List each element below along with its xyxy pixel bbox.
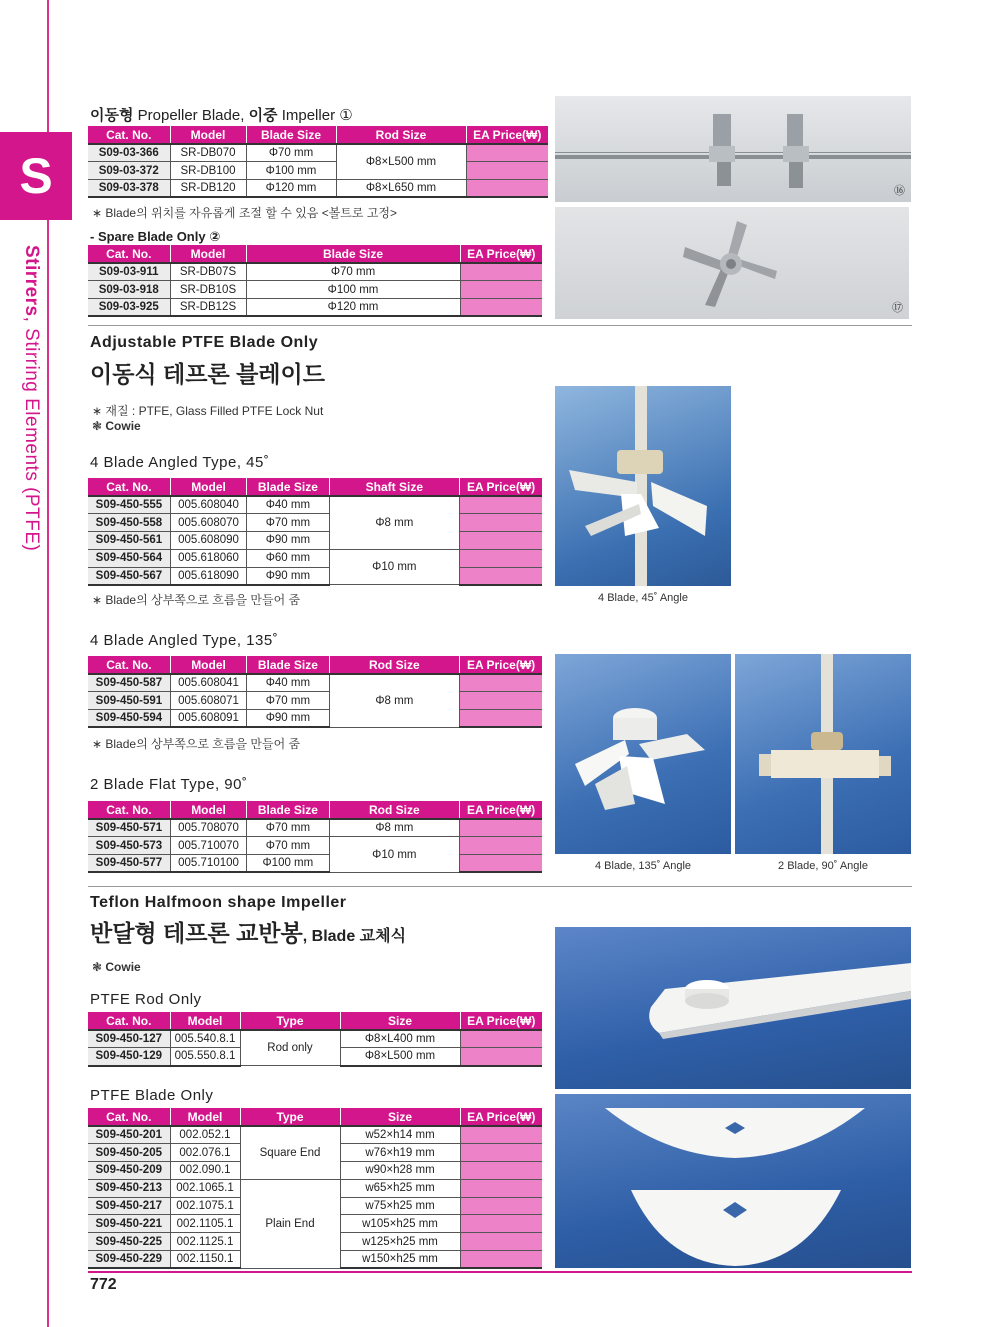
brand-note: ❃ Cowie [92, 419, 141, 433]
price-cell [460, 837, 542, 855]
column-header: Cat. No. [88, 126, 170, 144]
column-header: Model [170, 1108, 240, 1126]
price-cell [460, 281, 542, 299]
table-cell: Φ90 mm [247, 532, 329, 550]
table-cell: S09-03-918 [88, 281, 170, 299]
table-cell: Φ100 mm [246, 162, 336, 180]
column-header: Model [170, 478, 246, 496]
table-cell: 002.1105.1 [170, 1215, 240, 1233]
footer-rule [88, 1271, 912, 1273]
vertical-category-label [14, 245, 54, 585]
table-cell: Φ40 mm [247, 496, 329, 514]
table-cell: 005.608071 [170, 692, 246, 710]
column-header: Model [170, 126, 246, 144]
caption-90: 2 Blade, 90˚ Angle [778, 860, 868, 872]
adjustable-ptfe-title: Adjustable PTFE Blade Only [90, 334, 319, 351]
column-header: Rod Size [329, 656, 460, 674]
table-cell: Φ90 mm [247, 710, 329, 728]
table-cell: S09-450-558 [88, 514, 170, 532]
blade-135-photo [555, 654, 731, 854]
column-header: Rod Size [336, 126, 466, 144]
price-cell [460, 567, 542, 585]
type-45-title: 4 Blade Angled Type, 45˚ [90, 454, 270, 471]
flow-note-135: ∗ Blade의 상부쪽으로 흐름을 만들어 줌 [92, 737, 301, 751]
table-cell: Square End [240, 1126, 340, 1179]
header-row [88, 656, 542, 674]
table-row [88, 532, 542, 550]
table-cell: 005.608070 [170, 514, 246, 532]
table-cell: 002.1075.1 [170, 1197, 240, 1215]
table-cell: S09-450-205 [88, 1144, 170, 1162]
table-cell: SR-DB100 [170, 162, 246, 180]
table-cell: Φ100 mm [246, 281, 460, 299]
table-cell: S09-450-229 [88, 1251, 170, 1269]
column-header: Type [240, 1108, 340, 1126]
category-rest: , Stirring Elements (PTFE) [21, 316, 42, 552]
table-cell: 002.090.1 [170, 1162, 240, 1180]
price-cell [460, 1233, 542, 1251]
column-header: Cat. No. [88, 1012, 170, 1030]
table-cell: 002.052.1 [170, 1126, 240, 1144]
column-header: EA Price(₩) [460, 1012, 542, 1030]
table-cell: 002.076.1 [170, 1144, 240, 1162]
flow-note-45: ∗ Blade의 상부쪽으로 흐름을 만들어 줌 [92, 593, 301, 607]
adjustable-ptfe-title-ko: 이동식 테프론 블레이드 [90, 361, 325, 387]
price-cell [460, 1126, 542, 1144]
column-header: Cat. No. [88, 245, 170, 263]
ptfe-rod-photo [555, 927, 911, 1089]
table-cell: S09-450-567 [88, 567, 170, 585]
price-cell [460, 1030, 542, 1048]
column-header: Blade Size [247, 656, 329, 674]
price-cell [466, 144, 548, 162]
column-header: Cat. No. [88, 656, 170, 674]
halfmoon-title-ko: 반달형 테프론 교반봉, Blade 교체식 [90, 920, 407, 946]
column-header: Model [170, 801, 246, 819]
table-row [88, 1126, 542, 1144]
propeller-blade-table [88, 126, 548, 198]
blade-only-table [88, 1108, 542, 1269]
table-cell: S09-450-573 [88, 837, 170, 855]
price-cell [460, 532, 542, 550]
table-cell: 002.1065.1 [170, 1179, 240, 1197]
column-header: Blade Size [247, 478, 329, 496]
price-cell [460, 549, 542, 567]
table-cell: Φ120 mm [246, 180, 336, 198]
brand-note: ❃ Cowie [92, 960, 141, 974]
price-cell [460, 1197, 542, 1215]
header-row [88, 126, 548, 144]
table-row [88, 837, 542, 855]
price-cell [460, 819, 542, 837]
table-row [88, 549, 542, 567]
table-cell: 005.608041 [170, 674, 246, 692]
table-cell: S09-03-925 [88, 299, 170, 317]
table-cell: S09-450-127 [88, 1030, 170, 1048]
ptfe-blades-photo [555, 1094, 911, 1268]
table-cell: S09-450-129 [88, 1048, 170, 1066]
column-header: Model [170, 245, 246, 263]
table-cell: Φ60 mm [247, 549, 329, 567]
table-row [88, 144, 548, 162]
table-row [88, 281, 542, 299]
table-cell: Φ70 mm [246, 144, 336, 162]
blade-90-photo [735, 654, 911, 854]
table-cell: 005.710100 [170, 855, 246, 873]
table-cell: w150×h25 mm [340, 1251, 460, 1269]
propeller-blade-title: 이동형 Propeller Blade, 이중 Impeller ① [90, 107, 353, 124]
table-cell: Φ70 mm [247, 819, 329, 837]
table-cell: Φ8×L650 mm [336, 180, 466, 198]
column-header: EA Price(₩) [466, 126, 548, 144]
photo-number: ⑯ [894, 185, 905, 197]
table-cell: w125×h25 mm [340, 1233, 460, 1251]
price-cell [460, 496, 542, 514]
position-note: ∗ Blade의 위치를 자유롭게 조절 할 수 있음 <볼트로 고정> [92, 206, 398, 220]
column-header: EA Price(₩) [460, 1108, 542, 1126]
table-cell: SR-DB070 [170, 144, 246, 162]
table-row [88, 496, 542, 514]
section-divider [88, 325, 912, 326]
table-cell: Φ70 mm [246, 263, 460, 281]
price-cell [460, 692, 542, 710]
type-135-table [88, 656, 542, 728]
table-cell: Plain End [240, 1179, 340, 1268]
table-cell: S09-450-225 [88, 1233, 170, 1251]
column-header: Size [340, 1108, 460, 1126]
table-cell: SR-DB120 [170, 180, 246, 198]
table-row [88, 263, 542, 281]
table-cell: S09-03-372 [88, 162, 170, 180]
price-cell [460, 1162, 542, 1180]
table-cell: 005.708070 [170, 819, 246, 837]
table-cell: S09-450-217 [88, 1197, 170, 1215]
table-cell: w105×h25 mm [340, 1215, 460, 1233]
table-row [88, 819, 542, 837]
table-row [88, 162, 548, 180]
table-row [88, 1179, 542, 1197]
table-cell: Φ40 mm [247, 674, 329, 692]
spare-blade-title: - Spare Blade Only ② [90, 229, 221, 244]
table-cell: 002.1150.1 [170, 1251, 240, 1269]
column-header: Blade Size [247, 801, 329, 819]
photo-number: ⑰ [892, 302, 903, 314]
material-note: ∗ 재질 : PTFE, Glass Filled PTFE Lock Nut [92, 404, 324, 418]
table-cell: 005.710070 [170, 837, 246, 855]
column-header: Model [170, 1012, 240, 1030]
table-cell: SR-DB12S [170, 299, 246, 317]
table-cell: Φ8 mm [329, 496, 460, 549]
table-row [88, 692, 542, 710]
blade-45-photo [555, 386, 731, 586]
type-45-table [88, 478, 542, 586]
column-header: Shaft Size [329, 478, 460, 496]
table-cell: Φ8 mm [329, 674, 460, 727]
table-cell: Φ10 mm [329, 549, 460, 585]
table-cell: Φ8×L400 mm [340, 1030, 460, 1048]
propeller-impeller-photo [555, 96, 911, 202]
table-row [88, 180, 548, 198]
section-divider [88, 886, 912, 887]
table-cell: SR-DB07S [170, 263, 246, 281]
price-cell [466, 180, 548, 198]
column-header: Blade Size [246, 245, 460, 263]
column-header: EA Price(₩) [460, 478, 542, 496]
column-header: Blade Size [246, 126, 336, 144]
section-tab: S [0, 132, 72, 220]
table-cell: w75×h25 mm [340, 1197, 460, 1215]
column-header: Cat. No. [88, 478, 170, 496]
table-cell: w65×h25 mm [340, 1179, 460, 1197]
rod-only-title: PTFE Rod Only [90, 991, 202, 1008]
price-cell [460, 263, 542, 281]
column-header: Cat. No. [88, 801, 170, 819]
table-row [88, 674, 542, 692]
spare-blade-photo [555, 207, 909, 319]
price-cell [460, 1048, 542, 1066]
table-cell: w90×h28 mm [340, 1162, 460, 1180]
price-cell [460, 514, 542, 532]
spare-blade-table [88, 245, 542, 317]
table-cell: S09-450-571 [88, 819, 170, 837]
rod-only-table [88, 1012, 542, 1067]
table-row [88, 514, 542, 532]
column-header: Size [340, 1012, 460, 1030]
table-cell: SR-DB10S [170, 281, 246, 299]
price-cell [460, 1144, 542, 1162]
table-cell: w52×h14 mm [340, 1126, 460, 1144]
table-row [88, 710, 542, 728]
price-cell [460, 1179, 542, 1197]
table-row [88, 855, 542, 873]
column-header: EA Price(₩) [460, 801, 542, 819]
price-cell [460, 855, 542, 873]
table-cell: Φ70 mm [247, 692, 329, 710]
table-cell: 005.608040 [170, 496, 246, 514]
table-cell: Φ8 mm [329, 819, 460, 837]
column-header: EA Price(₩) [460, 656, 542, 674]
price-cell [460, 710, 542, 728]
table-cell: S09-450-577 [88, 855, 170, 873]
table-cell: S09-450-564 [88, 549, 170, 567]
table-cell: S09-450-591 [88, 692, 170, 710]
table-cell: Φ8×L500 mm [336, 144, 466, 180]
caption-135: 4 Blade, 135˚ Angle [594, 860, 692, 872]
table-cell: Φ8×L500 mm [340, 1048, 460, 1066]
header-row [88, 801, 542, 819]
table-cell: S09-03-378 [88, 180, 170, 198]
table-cell: S09-450-555 [88, 496, 170, 514]
price-cell [460, 674, 542, 692]
table-row [88, 1030, 542, 1048]
column-header: EA Price(₩) [460, 245, 542, 263]
table-cell: S09-450-221 [88, 1215, 170, 1233]
header-row [88, 1108, 542, 1126]
blade-only-title: PTFE Blade Only [90, 1087, 214, 1104]
price-cell [460, 1251, 542, 1269]
table-cell: 005.608090 [170, 532, 246, 550]
column-header: Model [170, 656, 246, 674]
price-cell [460, 299, 542, 317]
table-cell: Φ100 mm [247, 855, 329, 873]
column-header: Cat. No. [88, 1108, 170, 1126]
table-cell: S09-450-561 [88, 532, 170, 550]
table-cell: S09-03-366 [88, 144, 170, 162]
table-cell: Φ70 mm [247, 514, 329, 532]
header-row [88, 1012, 542, 1030]
table-cell: Φ70 mm [247, 837, 329, 855]
table-cell: S09-450-201 [88, 1126, 170, 1144]
table-cell: Rod only [240, 1030, 340, 1066]
table-cell: 005.550.8.1 [170, 1048, 240, 1066]
table-cell: S09-450-213 [88, 1179, 170, 1197]
header-row [88, 245, 542, 263]
column-header: Rod Size [329, 801, 460, 819]
table-cell: 002.1125.1 [170, 1233, 240, 1251]
table-cell: 005.618090 [170, 567, 246, 585]
column-header: Type [240, 1012, 340, 1030]
header-row [88, 478, 542, 496]
price-cell [466, 162, 548, 180]
category-bold: Stirrers [21, 245, 42, 317]
table-cell: S09-03-911 [88, 263, 170, 281]
page-number: 772 [90, 1276, 117, 1293]
table-cell: S09-450-587 [88, 674, 170, 692]
table-cell: 005.608091 [170, 710, 246, 728]
type-90-table [88, 801, 542, 873]
table-cell: Φ90 mm [247, 567, 329, 585]
table-cell: 005.618060 [170, 549, 246, 567]
table-cell: w76×h19 mm [340, 1144, 460, 1162]
halfmoon-title: Teflon Halfmoon shape Impeller [90, 894, 347, 911]
table-cell: S09-450-594 [88, 710, 170, 728]
price-cell [460, 1215, 542, 1233]
table-cell: 005.540.8.1 [170, 1030, 240, 1048]
table-cell: Φ10 mm [329, 837, 460, 873]
table-row [88, 299, 542, 317]
table-row [88, 567, 542, 585]
table-cell: S09-450-209 [88, 1162, 170, 1180]
table-cell: Φ120 mm [246, 299, 460, 317]
type-90-title: 2 Blade Flat Type, 90˚ [90, 776, 248, 793]
type-135-title: 4 Blade Angled Type, 135˚ [90, 632, 279, 649]
caption-45: 4 Blade, 45˚ Angle [598, 592, 688, 604]
